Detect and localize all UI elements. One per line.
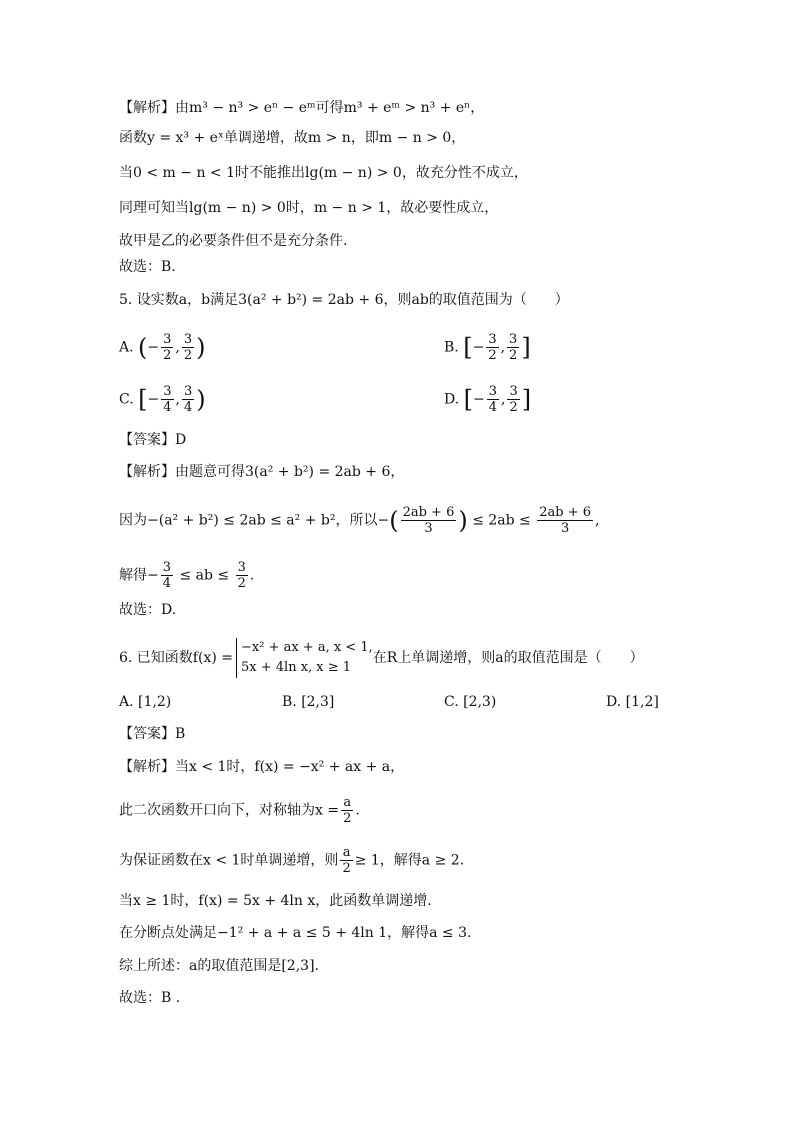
fraction: $\frac{3}{2}$ — [183, 332, 193, 363]
comma: , — [500, 339, 506, 356]
fraction: $\frac{a}{2}$ — [342, 845, 351, 876]
option-bracket-right: ] — [521, 333, 531, 362]
fraction: $\frac{3}{2}$ — [163, 332, 172, 363]
option-bracket-left: [ — [138, 385, 148, 414]
minus-sign: − — [147, 339, 160, 356]
fraction: $\frac{2ab + 6}{3}$ — [402, 505, 455, 536]
q6-option-b: B. [2,3] — [282, 694, 335, 710]
q5-analysis-1: 【解析】由题意可得3(a² + b²) = 2ab + 6， — [119, 464, 405, 480]
text: 在R上单调递增，则a的取值范围是（ ） — [372, 650, 644, 666]
analysis-line-4: 同理可知当lg(m − n) > 0时，m − n > 1，故必要性成立， — [119, 200, 499, 216]
option-label: B. — [444, 339, 459, 356]
q5-option-c — [119, 384, 206, 415]
fraction: $\frac{a}{2}$ — [343, 795, 352, 826]
fraction: $\frac{3}{4}$ — [183, 384, 193, 415]
q5-conclusion: 故选：D. — [119, 602, 177, 618]
question-6 — [119, 638, 644, 678]
q6-answer: 【答案】B — [119, 726, 186, 742]
q6-analysis-6: 综上所述：a的取值范围是[2,3]. — [119, 958, 319, 974]
piecewise-brace — [236, 638, 373, 678]
text: 此二次函数开口向下，对称轴为x = — [119, 802, 340, 819]
option-bracket-left: [ — [463, 333, 473, 362]
period: . — [355, 802, 360, 819]
q6-option-c: C. [2,3) — [444, 694, 497, 710]
text: 因为−(a² + b²) ≤ 2ab ≤ a² + b²，所以− — [119, 512, 390, 529]
analysis-line-1: 【解析】由m³ − n³ > eⁿ − eᵐ可得m³ + eᵐ > n³ + eⁿ， — [119, 100, 485, 116]
option-label: D. — [444, 391, 460, 408]
fraction: $\frac{3}{2}$ — [509, 332, 518, 363]
case-2: 5x + 4ln x, x ≥ 1 — [241, 660, 352, 675]
option-bracket-right: ] — [521, 385, 532, 414]
comma: , — [595, 512, 600, 529]
analysis-line-5: 故甲是乙的必要条件但不是充分条件. — [119, 233, 348, 249]
fraction: $\frac{3}{4}$ — [162, 560, 172, 591]
q5-analysis-3 — [119, 560, 254, 591]
text: ≤ 2ab ≤ — [472, 512, 531, 529]
question-5: 5. 设实数a，b满足3(a² + b²) = 2ab + 6，则ab的取值范围为（ ） — [119, 292, 569, 308]
q5-analysis-2 — [119, 505, 599, 536]
fraction: $\frac{3}{2}$ — [237, 560, 246, 591]
paren: ) — [458, 506, 468, 535]
paren: ( — [389, 506, 399, 535]
text: 解得− — [119, 567, 159, 584]
minus-sign: − — [472, 339, 485, 356]
option-bracket-left: [ — [463, 385, 474, 414]
q5-answer: 【答案】D — [119, 432, 187, 448]
fraction: $\frac{3}{2}$ — [488, 332, 497, 363]
q5-option-b — [444, 332, 531, 363]
comma: , — [175, 391, 180, 408]
q6-conclusion: 故选：B . — [119, 990, 181, 1006]
q5-option-a — [119, 332, 206, 363]
text: ≤ ab ≤ — [179, 567, 230, 584]
analysis-line-2: 函数y = x³ + eˣ单调递增，故m > n，即m − n > 0， — [119, 130, 466, 146]
text: ≥ 1，解得a ≥ 2. — [354, 852, 465, 869]
option-bracket-right: ) — [196, 333, 206, 362]
q6-analysis-4: 当x ≥ 1时，f(x) = 5x + 4ln x，此函数单调递增. — [119, 893, 432, 909]
text: 为保证函数在x < 1时单调递增，则 — [119, 852, 339, 869]
q5-option-d — [444, 384, 531, 415]
q6-analysis-2 — [119, 795, 360, 826]
q6-analysis-5: 在分断点处满足−1² + a + a ≤ 5 + 4ln 1，解得a ≤ 3. — [119, 925, 472, 941]
analysis-answer-line: 故选：B. — [119, 259, 176, 275]
case-1: −x² + ax + a, x < 1, — [241, 640, 373, 655]
q6-option-a: A. [1,2) — [119, 694, 172, 710]
fraction: $\frac{3}{4}$ — [488, 384, 498, 415]
q6-option-d: D. [1,2] — [606, 694, 659, 710]
comma: , — [175, 339, 180, 356]
fraction: $\frac{2ab + 6}{3}$ — [539, 505, 591, 536]
minus-sign: − — [473, 391, 485, 408]
analysis-line-3: 当0 < m − n < 1时不能推出lg(m − n) > 0，故充分性不成立， — [119, 165, 528, 181]
period: . — [249, 567, 255, 584]
option-label: C. — [119, 391, 134, 408]
fraction: $\frac{3}{2}$ — [509, 384, 518, 415]
option-label: A. — [119, 339, 134, 356]
option-bracket-left: ( — [138, 333, 148, 362]
q6-analysis-1: 【解析】当x < 1时，f(x) = −x² + ax + a， — [119, 759, 405, 775]
minus-sign: − — [147, 391, 160, 408]
comma: , — [501, 391, 506, 408]
fraction: $\frac{3}{4}$ — [163, 384, 172, 415]
option-bracket-right: ) — [196, 385, 206, 414]
q6-analysis-3 — [119, 845, 464, 876]
text: 6. 已知函数f(x) = — [119, 650, 233, 666]
